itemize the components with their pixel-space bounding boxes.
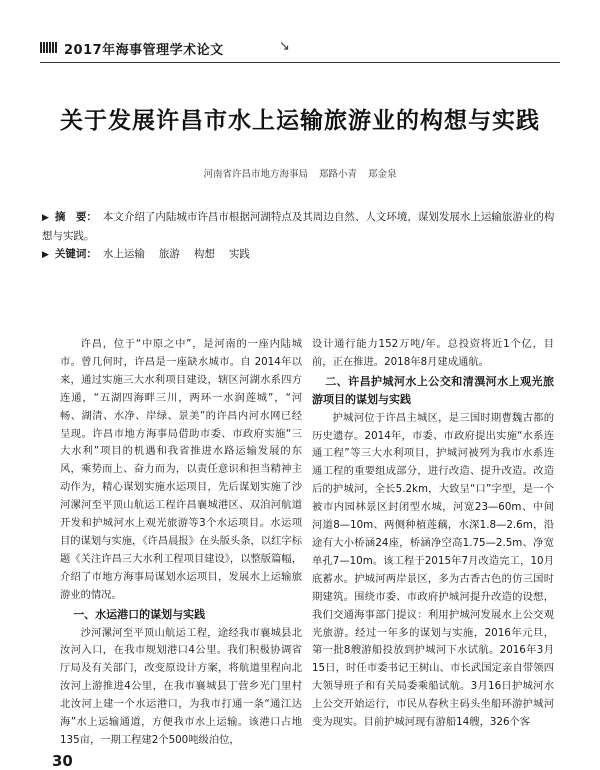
triangle-marker-icon: ▶ bbox=[42, 213, 49, 223]
triangle-marker-icon: ▶ bbox=[42, 250, 49, 260]
left-column bbox=[60, 336, 302, 750]
abstract bbox=[42, 208, 558, 245]
keyword: 实践 bbox=[228, 248, 250, 260]
article-title: 关于发展许昌市水上运输旅游业的构想与实践 bbox=[60, 108, 540, 134]
header-arrow-icon: ↘ bbox=[279, 39, 290, 54]
header-title: 2017年海事管理学术论文 bbox=[64, 43, 224, 58]
section-heading: 一、水运港口的谋划与实践 bbox=[73, 607, 206, 621]
affiliation: 河南省许昌市地方海事局 bbox=[203, 169, 308, 180]
right-column bbox=[312, 336, 554, 732]
author-line bbox=[40, 166, 560, 180]
keywords bbox=[42, 245, 558, 264]
paragraph: 设计通行能力152万吨/年。总投资将近1个亿，目前，正在推进。2018年8月建成通航。 bbox=[312, 338, 554, 368]
abstract-label: 摘 要： bbox=[54, 211, 97, 223]
abstract-text: 本文介绍了内陆城市许昌市根据河湖特点及其周边自然、人文环境，谋划发展水上运输旅游业的构想与实践。 bbox=[42, 211, 555, 242]
paragraph: 护城河位于许昌主城区，是三国时期曹魏古都的历史遗存。2014年，市委、市政府提出实施“水系连通工程”等三大水利项目，护城河被列为我市水系连通工程的重要组成部分，进行改造、提升改造。改造后的护城河，全长5.2km，大致呈“口”字型，是一个被市内园林景区封闭型水城，河宽23—60m、中间河道8—10m、两侧种植莲藕，水深1.8—2.6m，沿途有大小桥涵24座，桥涵净空高1.75—2.5m、净宽单孔7—10m。该工程于2015年7月改造完工，10月底蓄水。护城河两岸景区，多为古香古色的仿三国时期建筑。围绕市委、市政府护城河提升改造的设想，我们交通海事部门提议：利用护城河发展水上公交观光旅游。经过一年多的谋划与实施，2016年元旦，第一批8艘游船投放到护城河下水试航。2016年3月15日，时任市委书记王树山、市长武国定亲自带领四大领导班子和有关局委乘船试航。3月16日护城河水上公交开始运行，市民从春秋主码头坐船环游护城河变为现实。目前护城河现有游船14艘，326个客 bbox=[312, 411, 554, 729]
keywords-label: 关键词： bbox=[54, 248, 97, 260]
paragraph: 许昌，位于“中原之中”，是河南的一座内陆城市。曾几何时，许昌是一座缺水城市。自 2014年以来，通过实施三大水利项目建设，辖区河湖水系四方连通，“五湖四海畔三川，两环一水润莲城”，“河畅、湖清、水净、岸绿、景美”的许昌内河水网已经呈现。许昌市地方海事局借助市委、市政府实施“三大水利”项目的机遇和我省推进水路运输发展的东风，乘势而上、奋力而为，以责任意识和担当精神主动作为，精心谋划实施水运项目，先后谋划实施了沙河漯河至平顶山航运工程许昌襄城港区、双洎河航道开发和护城河水上观光旅游等3个水运项目。水运项目的谋划与实施，《许昌晨报》在头版头条，以红字标题《关注许昌三大水利工程项目建设》，以整版篇幅，介绍了市地方海事局谋划水运项目，发展水上运输旅游业的情况。 bbox=[60, 338, 302, 601]
header-divider bbox=[40, 62, 560, 63]
paragraph: 沙河漯河至平顶山航运工程，途经我市襄城县北汝河入口，在我市规划港口4公里。我们积极协调省厅局及有关部门，改变原设计方案，将航道里程向北汝河上游推进4公里，在我市襄城县丁营乡光门里村北汝河上建一个水运港口，为我市打通一条“通江达海”水上运输通道，方便我市水上运输。该港口占地135亩，一期工程建2个500吨级泊位， bbox=[60, 626, 302, 746]
keyword: 构想 bbox=[193, 248, 215, 260]
page-number: 30 bbox=[52, 752, 73, 770]
keyword: 旅游 bbox=[158, 248, 180, 260]
author-name: 郑路小青 bbox=[318, 169, 357, 180]
keyword: 水上运输 bbox=[102, 248, 145, 260]
running-header bbox=[40, 37, 560, 59]
abstract-block bbox=[42, 208, 558, 264]
section-heading: 二、许昌护城河水上公交和清潩河水上观光旅游项目的谋划与实践 bbox=[312, 374, 554, 406]
author-name: 郑金泉 bbox=[368, 169, 397, 180]
header-bar-icon bbox=[40, 42, 58, 53]
